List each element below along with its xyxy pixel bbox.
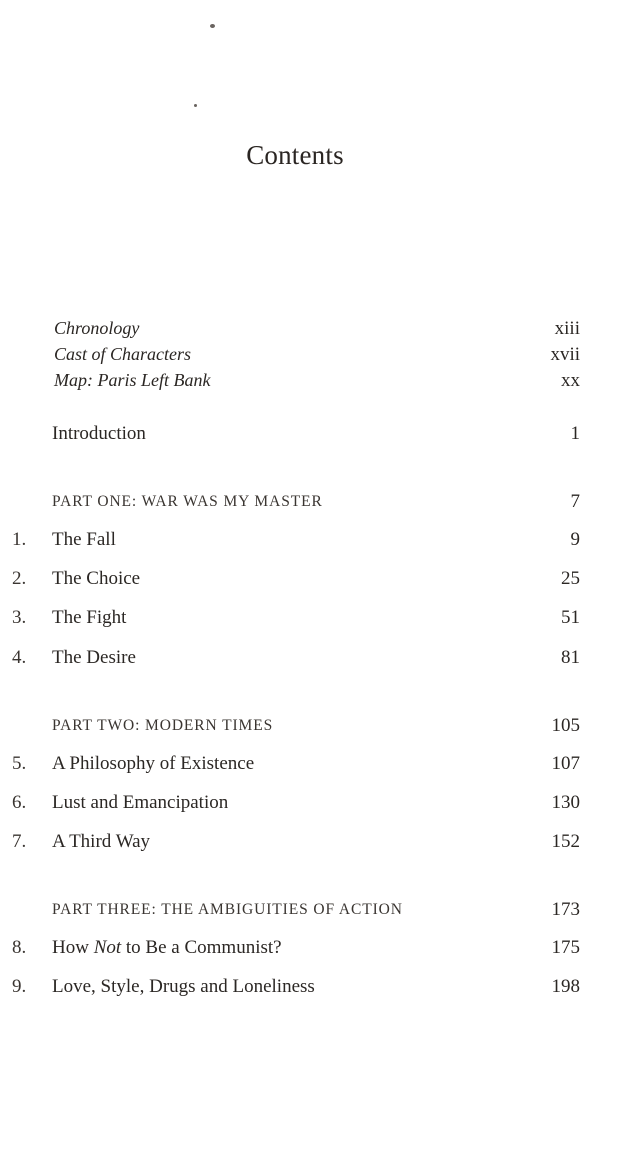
toc-entry-map[interactable] xyxy=(0,370,642,394)
chapter-title: The Desire xyxy=(52,647,136,668)
chapter-title: A Philosophy of Existence xyxy=(52,753,255,774)
chapter-number: 2. xyxy=(12,568,27,589)
part-label: PART ONE: WAR WAS MY MASTER xyxy=(52,493,323,510)
chapter-page-number: 130 xyxy=(551,792,580,813)
chapter-page-number: 152 xyxy=(551,831,580,852)
chapter-page-number: 198 xyxy=(551,976,580,997)
chapter-page-number: 175 xyxy=(551,937,580,958)
chapter-title-start: How xyxy=(52,937,94,958)
entry-label: Map: Paris Left Bank xyxy=(54,370,211,390)
chapter-number: 8. xyxy=(12,937,27,958)
chapter-title: The Fall xyxy=(52,529,116,550)
part-label: PART THREE: THE AMBIGUITIES OF ACTION xyxy=(52,901,403,918)
chapter-number: 4. xyxy=(12,647,27,668)
toc-part-three[interactable] xyxy=(0,899,642,923)
chapter-title: Love, Style, Drugs and Loneliness xyxy=(52,976,315,997)
chapter-title: The Choice xyxy=(52,568,141,589)
entry-page-number: xiii xyxy=(554,318,580,339)
entry-label: Cast of Characters xyxy=(54,344,192,364)
entry-page-number: xvii xyxy=(550,344,580,365)
entry-page-number: xx xyxy=(561,370,580,391)
chapter-page-number: 81 xyxy=(561,647,580,668)
chapter-number: 7. xyxy=(12,831,27,852)
toc-chapter[interactable] xyxy=(0,976,642,1000)
chapter-page-number: 9 xyxy=(570,529,580,550)
part-page-number: 105 xyxy=(551,715,580,736)
entry-label: Introduction xyxy=(52,423,146,444)
entry-label: Chronology xyxy=(54,318,140,338)
chapter-number: 5. xyxy=(12,753,27,774)
toc-chapter[interactable] xyxy=(0,831,642,855)
toc-part-one[interactable] xyxy=(0,491,642,515)
toc-chapter[interactable] xyxy=(0,647,642,671)
chapter-title-emphasis: Not xyxy=(93,937,122,958)
toc-part-two[interactable] xyxy=(0,715,642,739)
chapter-number: 3. xyxy=(12,607,27,628)
page-title: Contents xyxy=(246,140,344,170)
toc-chapter[interactable] xyxy=(0,529,642,553)
toc-chapter[interactable] xyxy=(0,792,642,816)
chapter-title-end: to Be a Communist? xyxy=(121,937,282,958)
toc-entry-cast-of-characters[interactable] xyxy=(0,344,642,368)
toc-chapter[interactable] xyxy=(0,568,642,592)
toc-chapter[interactable] xyxy=(0,937,642,961)
part-page-number: 7 xyxy=(570,491,580,512)
entry-page-number: 1 xyxy=(570,423,580,444)
chapter-title xyxy=(52,937,282,959)
chapter-number: 9. xyxy=(12,976,27,997)
toc-chapter[interactable] xyxy=(0,753,642,777)
chapter-number: 6. xyxy=(12,792,27,813)
toc-entry-chronology[interactable] xyxy=(0,318,642,342)
part-label: PART TWO: MODERN TIMES xyxy=(52,717,274,734)
toc-chapter[interactable] xyxy=(0,607,642,631)
chapter-number: 1. xyxy=(12,529,27,550)
toc-entry-introduction[interactable] xyxy=(0,423,642,447)
ink-speck xyxy=(210,24,215,28)
chapter-page-number: 51 xyxy=(561,607,580,628)
ink-speck xyxy=(194,104,197,107)
chapter-title: The Fight xyxy=(52,607,127,628)
chapter-page-number: 25 xyxy=(561,568,580,589)
chapter-page-number: 107 xyxy=(551,753,580,774)
chapter-title: A Third Way xyxy=(52,831,151,852)
chapter-title: Lust and Emancipation xyxy=(52,792,229,813)
part-page-number: 173 xyxy=(551,899,580,920)
